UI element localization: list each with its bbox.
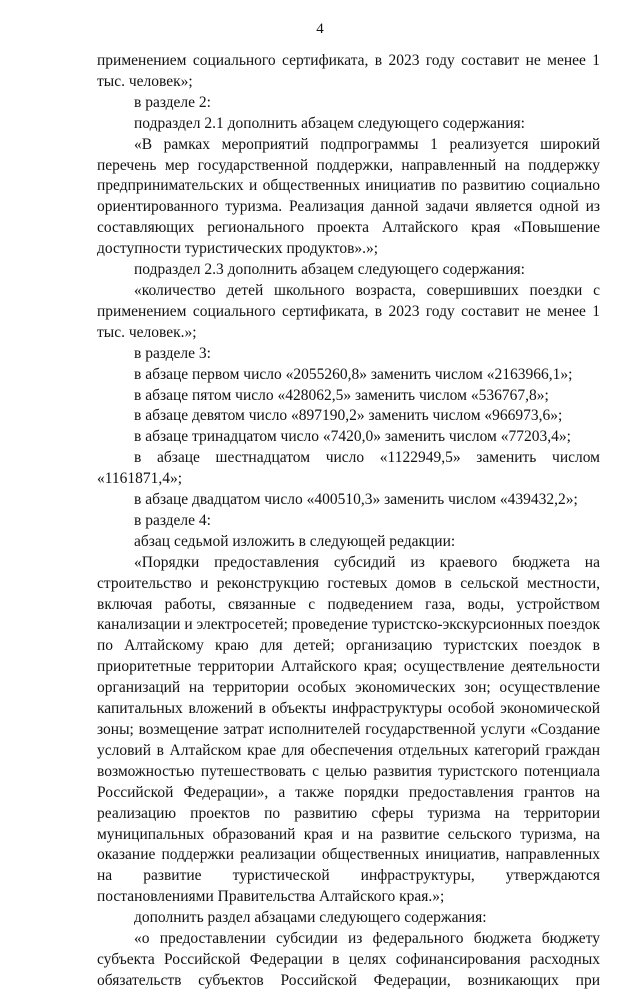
paragraph: в абзаце девятом число «897190,2» заменить числом «966973,6»; bbox=[134, 407, 563, 425]
paragraph: в абзаце первом число «2055260,8» заменить числом «2163966,1»; bbox=[134, 365, 573, 383]
paragraph: в разделе 3: bbox=[134, 344, 211, 362]
paragraph: подраздел 2.1 дополнить абзацем следующего содержания: bbox=[134, 114, 525, 132]
paragraph: абзац седьмой изложить в следующей редакции: bbox=[134, 532, 456, 550]
paragraph: «В рамках мероприятий подпрограммы 1 реализуется широкий перечень мер государственной поддержки, направленный на поддержку предпринимательских и общественных инициатив по развитию социально ориентированного туризма. Реализация данной задачи является одной из составляющих регионального проекта Алтайского края «Повышение доступности туристических продуктов».»; bbox=[97, 135, 600, 258]
paragraph: в абзаце двадцатом число «400510,3» заменить числом «439432,2»; bbox=[134, 491, 578, 509]
page-number: 4 bbox=[316, 21, 324, 37]
paragraph: применением социального сертификата, в 2023 году составит не менее 1 тыс. человек»; bbox=[97, 52, 600, 90]
paragraph: «Порядки предоставления субсидий из краевого бюджета на строительство и реконструкцию гостевых домов в сельской местности, включая работы, связанные с подведением газа, воды, устройством канализации и электросетей; проведение туристско-экскурсионных поездок по Алтайскому краю для детей; организацию туристских поездок в приоритетные территории Алтайского края; осуществление деятельности организаций на территории особых экономических зон; осуществление капитальных вложений в объекты инфраструктуры особой экономической зоны; возмещение затрат исполнителей государственной услуги «Создание условий в Алтайском крае для обеспечения отдельных категорий граждан возможностью путешествовать с целью развития туристского потенциала Российской Федерации», а также порядки предоставления грантов на реализацию проектов по развитию сферы туризма на территории муниципальных образований края и на развитие сельского туризма, на оказание поддержки реализации общественных инициатив, направленных на развитие туристической инфраструктуры, утверждаются постановлениями Правительства Алтайского края.»; bbox=[97, 553, 600, 906]
paragraph: в разделе 4: bbox=[134, 511, 211, 529]
paragraph: в абзаце тринадцатом число «7420,0» заменить числом «77203,4»; bbox=[134, 428, 571, 446]
paragraph: в разделе 2: bbox=[134, 93, 211, 111]
document-body bbox=[97, 51, 600, 992]
paragraph: в абзаце шестнадцатом число «1122949,5» заменить числом «1161871,4»; bbox=[97, 449, 600, 488]
paragraph: «о предоставлении субсидии из федерального бюджета бюджету субъекта Российской Федерации в целях софинансирования расходных обязательств субъектов Российской Федерации, возникающих при bbox=[97, 930, 600, 989]
paragraph: «количество детей школьного возраста, совершивших поездки с применением социального сертификата, в 2023 году составит не менее 1 тыс. человек.»; bbox=[97, 281, 600, 341]
paragraph: дополнить раздел абзацами следующего содержания: bbox=[134, 909, 487, 927]
paragraph: подраздел 2.3 дополнить абзацем следующего содержания: bbox=[134, 261, 525, 279]
paragraph: в абзаце пятом число «428062,5» заменить числом «536767,8»; bbox=[134, 386, 549, 404]
